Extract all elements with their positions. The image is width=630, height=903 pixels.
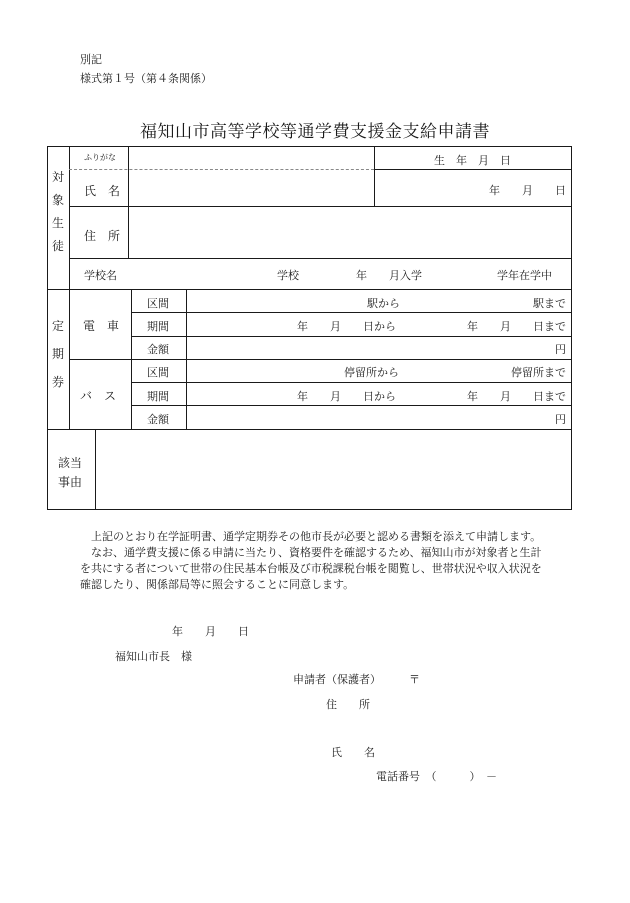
name-label: 氏 名 (84, 184, 121, 198)
train-label: 電 車 (83, 319, 120, 333)
applicant-address-label: 住 所 (326, 698, 370, 711)
train-from: 駅から (367, 297, 400, 310)
bus-from: 停留所から (344, 366, 399, 379)
birth-date-header: 生 年 月 日 (434, 154, 511, 167)
reason-label-line1: 該当 (58, 456, 83, 470)
statement-paragraph-1: 上記のとおり在学証明書、通学定期券その他市長が必要と認める書類を添えて申請します。 (91, 530, 542, 543)
phone-label: 電話番号 （ ） － (376, 770, 497, 783)
application-date: 年 月 日 (172, 625, 249, 638)
train-amount-label: 金額 (147, 343, 169, 356)
addressee: 福知山市長 様 (115, 650, 192, 663)
train-period-from: 年 月 日から (297, 320, 396, 333)
train-period-label: 期間 (147, 320, 169, 333)
train-period-to: 年 月 日まで (467, 320, 566, 333)
bus-period-to: 年 月 日まで (467, 390, 566, 403)
grade-text: 学年在学中 (497, 269, 552, 282)
applicant-label: 申請者（保護者） (293, 673, 381, 686)
bus-period-label: 期間 (147, 390, 169, 403)
annex-note: 別記 (80, 53, 102, 66)
train-section-label: 区間 (147, 297, 169, 310)
enroll-date: 年 月入学 (356, 269, 422, 282)
train-yen: 円 (555, 343, 566, 356)
reason-label-line2: 事由 (58, 475, 83, 489)
address-label: 住 所 (84, 229, 121, 243)
student-group-label: 対 象 生 徒 (51, 170, 64, 253)
bus-period-from: 年 月 日から (297, 390, 396, 403)
bus-to: 停留所まで (511, 366, 566, 379)
postal-mark: 〒 (409, 673, 420, 686)
form-number: 様式第１号（第４条関係） (80, 72, 212, 85)
bus-label: バ ス (80, 389, 117, 403)
bus-yen: 円 (555, 413, 566, 426)
bus-section-label: 区間 (147, 366, 169, 379)
bus-amount-label: 金額 (147, 413, 169, 426)
furigana-label: ふりがな (84, 153, 116, 162)
document-title: 福知山市高等学校等通学費支援金支給申請書 (140, 122, 490, 142)
pass-group-label: 定 期 券 (51, 319, 64, 389)
applicant-name-label: 氏 名 (331, 746, 375, 759)
birth-date-value: 年 月 日 (489, 184, 566, 197)
train-to: 駅まで (533, 297, 566, 310)
school-suffix: 学校 (277, 269, 299, 282)
statement-paragraph-2: なお、通学費支援に係る申請に当たり、資格要件を確認するため、福知山市が対象者と生計を共にする者について世帯の住民基本台帳及び市税課税台帳を閲覧し、世帯状況や収入状況を確認したり、関係部局等に照会することに同意します。 (80, 546, 542, 591)
school-label: 学校名 (84, 269, 117, 282)
